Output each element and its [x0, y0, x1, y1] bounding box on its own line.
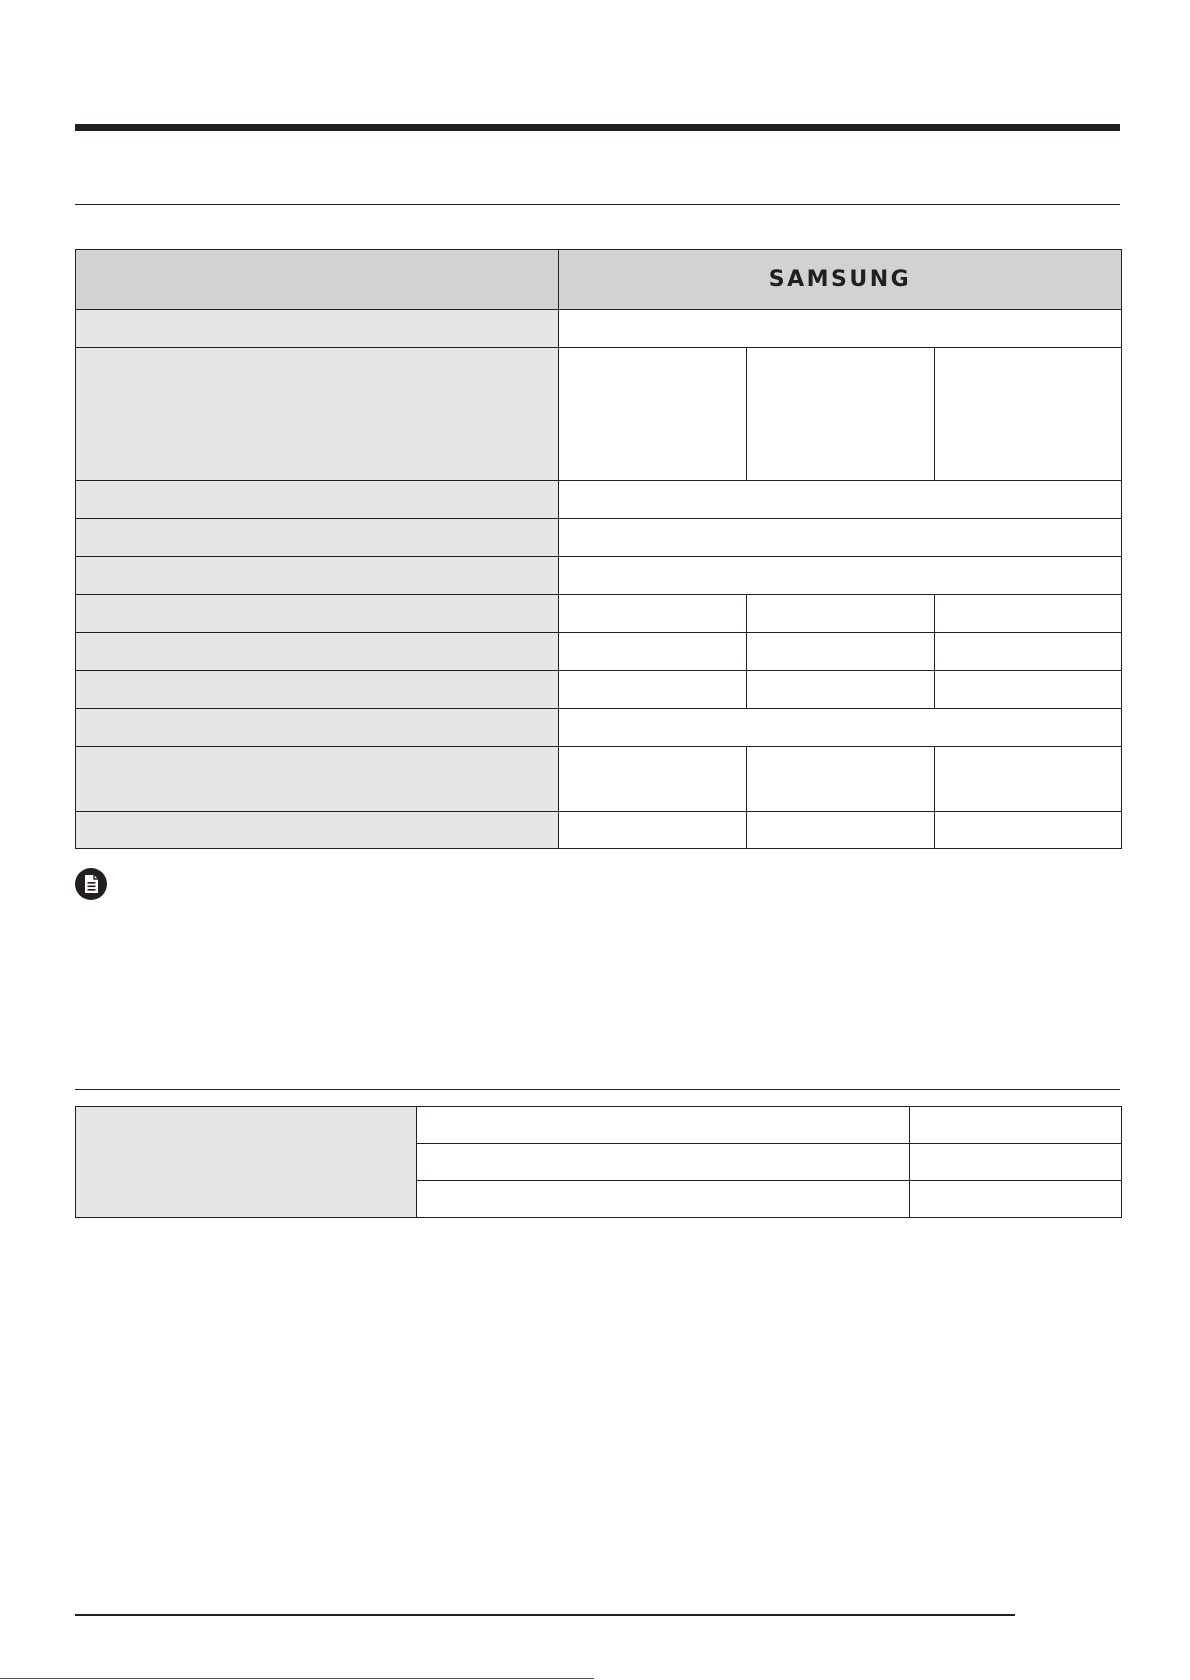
row-label-cell	[76, 310, 559, 348]
row-value-cell	[559, 519, 1122, 557]
row-value-cell	[559, 812, 747, 849]
row-value-cell	[747, 633, 935, 671]
row-value-cell	[559, 633, 747, 671]
row-label-cell	[76, 671, 559, 709]
row-label-cell	[76, 557, 559, 595]
table-row	[76, 348, 1122, 481]
top-heavy-rule	[75, 124, 1120, 131]
row-value-cell	[559, 595, 747, 633]
package-item-cell	[417, 1144, 910, 1181]
row-value-cell	[747, 348, 935, 481]
brand-logo-cell	[559, 250, 1122, 310]
row-value-cell	[935, 595, 1122, 633]
row-value-cell	[935, 348, 1122, 481]
row-value-cell	[747, 812, 935, 849]
table-row	[76, 747, 1122, 812]
row-value-cell	[935, 747, 1122, 812]
row-value-cell	[559, 348, 747, 481]
package-item-cell	[417, 1181, 910, 1218]
row-value-cell	[935, 633, 1122, 671]
specifications-table	[75, 249, 1122, 849]
note-document-glyph	[75, 868, 107, 900]
row-label-cell	[76, 595, 559, 633]
row-label-cell	[76, 747, 559, 812]
table-row	[76, 671, 1122, 709]
package-value-cell	[910, 1144, 1122, 1181]
row-value-cell	[747, 671, 935, 709]
package-item-cell	[417, 1107, 910, 1144]
package-table	[75, 1106, 1122, 1218]
row-value-cell	[935, 671, 1122, 709]
page-edge-line	[0, 1678, 594, 1679]
row-label-cell	[76, 812, 559, 849]
package-value-cell	[910, 1107, 1122, 1144]
row-value-cell	[559, 310, 1122, 348]
table-row	[76, 1107, 1122, 1144]
table-row	[76, 481, 1122, 519]
row-label-cell	[76, 348, 559, 481]
row-label-cell	[76, 709, 559, 747]
table-row	[76, 633, 1122, 671]
header-label-cell	[76, 250, 559, 310]
row-value-cell	[559, 747, 747, 812]
row-value-cell	[559, 709, 1122, 747]
table-row	[76, 557, 1122, 595]
table-row	[76, 595, 1122, 633]
section-rule-package	[75, 1089, 1120, 1090]
footer-rule	[75, 1614, 1015, 1616]
row-value-cell	[559, 481, 1122, 519]
table-header-row	[76, 250, 1122, 310]
package-value-cell	[910, 1181, 1122, 1218]
package-label-cell	[76, 1107, 417, 1218]
section-rule-specifications	[75, 204, 1120, 205]
table-row	[76, 812, 1122, 849]
table-row	[76, 519, 1122, 557]
row-value-cell	[747, 595, 935, 633]
row-label-cell	[76, 481, 559, 519]
table-row	[76, 310, 1122, 348]
row-value-cell	[559, 557, 1122, 595]
row-value-cell	[559, 671, 747, 709]
samsung-logo: SAMSUNG	[768, 267, 912, 292]
row-label-cell	[76, 633, 559, 671]
table-row	[76, 709, 1122, 747]
note-document-icon	[75, 868, 107, 900]
row-label-cell	[76, 519, 559, 557]
row-value-cell	[747, 747, 935, 812]
row-value-cell	[935, 812, 1122, 849]
